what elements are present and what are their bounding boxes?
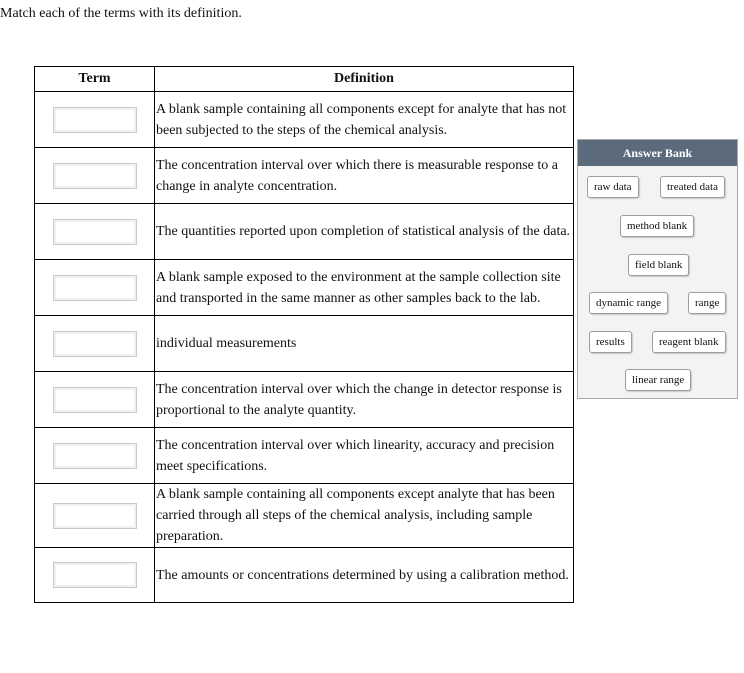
definition-cell: The concentration interval over which the change in detector response is proportional to the analyte quantity. [155, 372, 574, 428]
definition-cell: A blank sample containing all components except analyte that has been carried through all steps of the chemical analysis, including sample preparation. [155, 484, 574, 548]
answer-bank-title: Answer Bank [578, 140, 737, 166]
term-cell [35, 92, 155, 148]
answer-chip-range[interactable]: range [688, 292, 726, 314]
definition-cell: A blank sample exposed to the environment at the sample collection site and transported in the same manner as other samples back to the lab. [155, 260, 574, 316]
term-drop-slot[interactable] [53, 163, 137, 189]
definition-column-header: Definition [155, 67, 574, 92]
table-row [35, 548, 574, 603]
term-cell [35, 260, 155, 316]
term-cell [35, 316, 155, 372]
term-drop-slot[interactable] [53, 443, 137, 469]
definition-cell: A blank sample containing all components except for analyte that has not been subjected to the steps of the chemical analysis. [155, 92, 574, 148]
term-drop-slot[interactable] [53, 562, 137, 588]
term-cell [35, 372, 155, 428]
table-row [35, 204, 574, 260]
answer-chip-field-blank[interactable]: field blank [628, 254, 689, 276]
term-column-header: Term [35, 67, 155, 92]
answer-chip-reagent-blank[interactable]: reagent blank [652, 331, 726, 353]
definition-cell: The amounts or concentrations determined by using a calibration method. [155, 548, 574, 603]
answer-chip-results[interactable]: results [589, 331, 632, 353]
answer-chip-linear-range[interactable]: linear range [625, 369, 691, 391]
answer-chip-treated-data[interactable]: treated data [660, 176, 725, 198]
table-row [35, 428, 574, 484]
definition-cell: The quantities reported upon completion of statistical analysis of the data. [155, 204, 574, 260]
table-row [35, 92, 574, 148]
table-row [35, 484, 574, 548]
term-drop-slot[interactable] [53, 107, 137, 133]
table-row [35, 148, 574, 204]
term-drop-slot[interactable] [53, 503, 137, 529]
definition-cell: The concentration interval over which linearity, accuracy and precision meet specifications. [155, 428, 574, 484]
matching-table [34, 66, 574, 603]
term-cell [35, 148, 155, 204]
table-header-row [35, 67, 574, 92]
term-cell [35, 484, 155, 548]
definition-cell: individual measurements [155, 316, 574, 372]
term-drop-slot[interactable] [53, 331, 137, 357]
term-cell [35, 204, 155, 260]
answer-bank [577, 139, 738, 399]
answer-chip-dynamic-range[interactable]: dynamic range [589, 292, 668, 314]
table-row [35, 316, 574, 372]
term-drop-slot[interactable] [53, 219, 137, 245]
term-cell [35, 548, 155, 603]
term-drop-slot[interactable] [53, 387, 137, 413]
answer-chip-raw-data[interactable]: raw data [587, 176, 639, 198]
answer-chip-method-blank[interactable]: method blank [620, 215, 694, 237]
term-drop-slot[interactable] [53, 275, 137, 301]
term-cell [35, 428, 155, 484]
instructions: Match each of the terms with its definition. [0, 6, 242, 21]
table-row [35, 372, 574, 428]
table-row [35, 260, 574, 316]
definition-cell: The concentration interval over which there is measurable response to a change in analyte concentration. [155, 148, 574, 204]
